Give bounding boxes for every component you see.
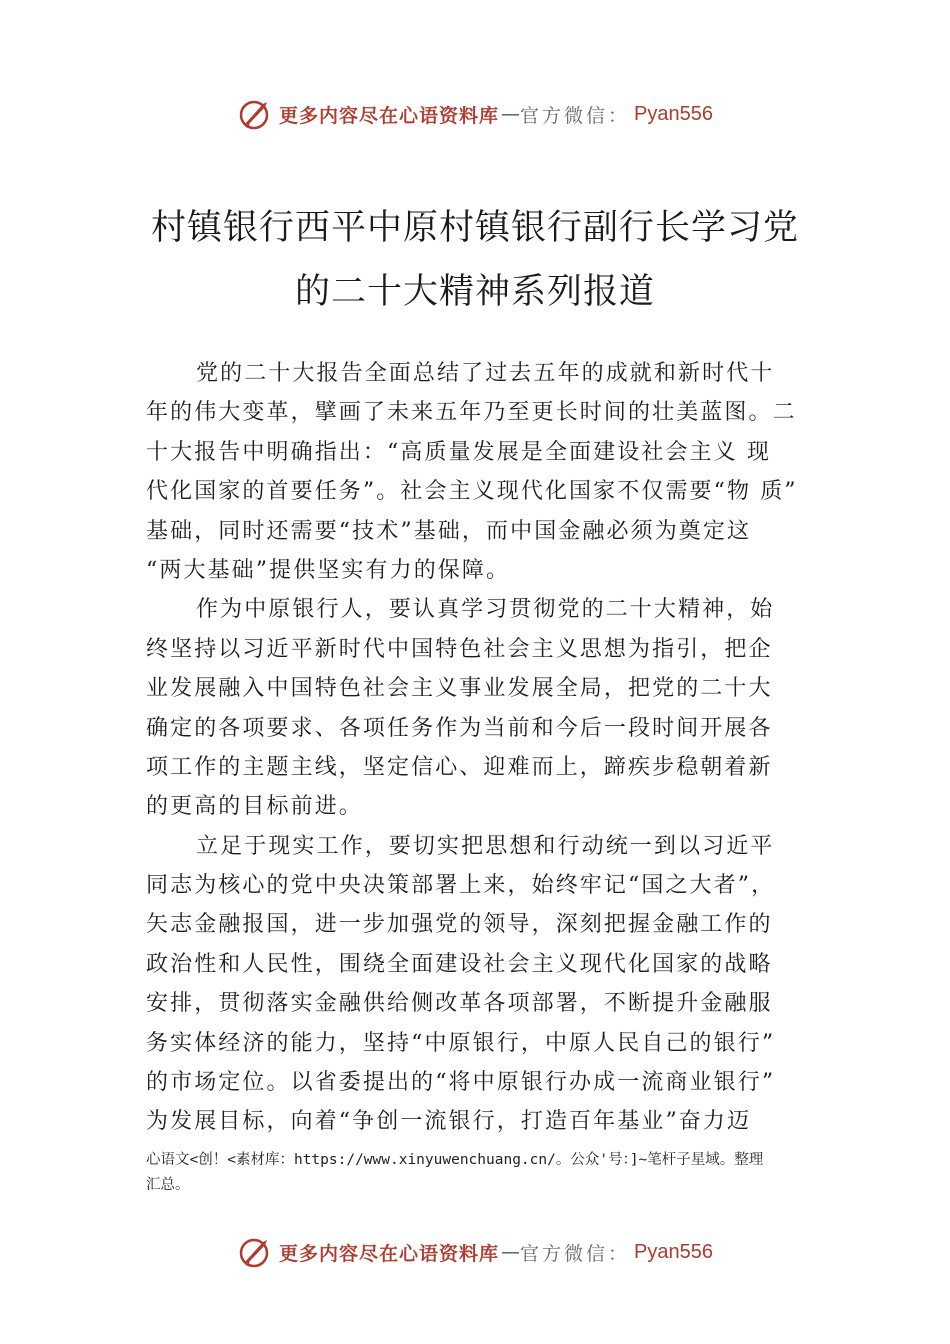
body-line: 务实体经济的能力，坚持“中原银行，中原人民自己的银行” xyxy=(146,1030,776,1056)
banner-dash: — xyxy=(501,103,519,125)
body-line: 项工作的主题主线，坚定信心、迎难而上，蹄疾步稳朝着新 xyxy=(146,754,773,780)
footnote-line-2: 汇总。 xyxy=(146,1177,190,1193)
body-line: 作为中原银行人，要认真学习贯彻党的二十大精神，始 xyxy=(196,597,775,623)
body-line: 基础，同时还需要“技术”基础，而中国金融必须为奠定这 xyxy=(146,518,752,544)
quill-pen-logo-icon xyxy=(237,1234,273,1270)
source-footnote xyxy=(146,1148,836,1198)
body-line: 矢志金融报国，进一步加强党的领导，深刻把握金融工作的 xyxy=(146,912,773,938)
wechat-label: 官方微信： xyxy=(520,104,631,127)
body-line: 业发展融入中国特色社会主义事业发展全局，把党的二十大 xyxy=(146,676,773,702)
title-line-2: 的二十大精神系列报道 xyxy=(294,272,655,312)
body-line: 的市场定位。以省委提出的“将中原银行办成一流商业银行” xyxy=(146,1070,776,1096)
body-line: 政治性和人民性，围绕全面建设社会主义现代化国家的战略 xyxy=(146,951,773,977)
brand-text: 更多内容尽在心语资料库 xyxy=(279,1242,500,1265)
body-line: 代化国家的首要任务”。社会主义现代化国家不仅需要“物 质” xyxy=(146,479,798,505)
wechat-label: 官方微信： xyxy=(520,1242,631,1265)
title-line-1: 村镇银行西平中原村镇银行副行长学习党 xyxy=(150,208,799,248)
body-line: 十大报告中明确指出：“高质量发展是全面建设社会主义 现 xyxy=(146,439,771,465)
quill-pen-logo-icon xyxy=(237,96,273,132)
body-line: 党的二十大报告全面总结了过去五年的成就和新时代十 xyxy=(196,361,775,386)
body-line: 的更高的目标前进。 xyxy=(146,794,363,820)
body-line: 安排，贯彻落实金融供给侧改革各项部署，不断提升金融服 xyxy=(146,991,773,1017)
body-line: 同志为核心的党中央决策部署上来，始终牢记“国之大者”， xyxy=(146,873,776,899)
banner-dash: — xyxy=(501,1241,519,1263)
body-line: 立足于现实工作，要切实把思想和行动统一到以习近平 xyxy=(196,833,775,859)
body-line: 确定的各项要求、各项任务作为当前和今后一段时间开展各 xyxy=(146,715,773,741)
wechat-id: Pyan556 xyxy=(634,102,713,125)
body-line: “两大基础”提供坚实有力的保障。 xyxy=(146,557,511,583)
article-body xyxy=(146,354,846,1142)
wechat-id: Pyan556 xyxy=(634,1240,713,1263)
body-line: 为发展目标，向着“争创一流银行，打造百年基业”奋力迈 xyxy=(146,1109,752,1135)
body-line: 年的伟大变革，擘画了未来五年乃至更长时间的壮美蓝图。二 xyxy=(146,400,797,426)
body-line: 终坚持以习近平新时代中国特色社会主义思想为指引，把企 xyxy=(146,636,773,662)
header-banner xyxy=(0,94,950,134)
footnote-line-1: 心语文<创！<素材库：https://www.xinyuwenchuang.cn/。公众'号：]~笔杆子星域。整理 xyxy=(146,1152,764,1168)
footer-banner xyxy=(0,1232,950,1272)
brand-text: 更多内容尽在心语资料库 xyxy=(279,104,500,127)
document-title xyxy=(0,196,950,324)
